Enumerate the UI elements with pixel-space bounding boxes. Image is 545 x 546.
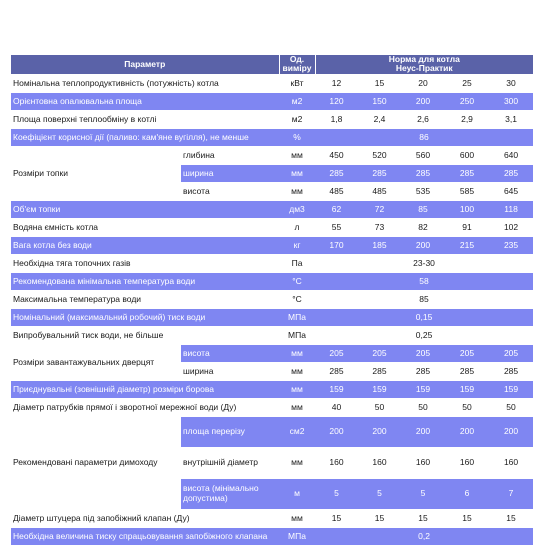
row-value: 6 bbox=[445, 478, 489, 509]
row-value: 5 bbox=[358, 478, 401, 509]
row-value: 205 bbox=[315, 344, 358, 362]
row-value: 520 bbox=[358, 146, 401, 164]
row-unit: МПа bbox=[279, 326, 315, 344]
row-value: 285 bbox=[315, 362, 358, 380]
row-value: 285 bbox=[401, 362, 445, 380]
row-value: 160 bbox=[401, 447, 445, 478]
row-value: 235 bbox=[489, 236, 533, 254]
row-value: 25 bbox=[445, 74, 489, 92]
row-value: 285 bbox=[445, 362, 489, 380]
header-norm-line2: Неус-Практик bbox=[395, 63, 453, 74]
row-value: 3,1 bbox=[489, 110, 533, 128]
row-value: 30 bbox=[489, 74, 533, 92]
table-row bbox=[11, 272, 533, 290]
row-value: 200 bbox=[401, 92, 445, 110]
row-value: 285 bbox=[489, 362, 533, 380]
row-unit: м2 bbox=[279, 110, 315, 128]
row-value: 200 bbox=[401, 416, 445, 447]
row-value: 159 bbox=[489, 380, 533, 398]
row-value: 50 bbox=[358, 398, 401, 416]
table-row bbox=[11, 416, 533, 447]
row-value: 250 bbox=[445, 92, 489, 110]
row-name: Рекомендовані параметри димоходу bbox=[11, 416, 181, 509]
row-unit: дм3 bbox=[279, 200, 315, 218]
row-value: 485 bbox=[315, 182, 358, 200]
row-unit: см2 bbox=[279, 416, 315, 447]
table-row bbox=[11, 92, 533, 110]
row-unit: кг bbox=[279, 236, 315, 254]
header-parameter: Параметр bbox=[11, 55, 279, 74]
row-value: 200 bbox=[358, 416, 401, 447]
row-value-span: 0,25 bbox=[315, 326, 533, 344]
row-value: 200 bbox=[401, 236, 445, 254]
row-value: 12 bbox=[315, 74, 358, 92]
row-value-span: 23-30 bbox=[315, 254, 533, 272]
table-row bbox=[11, 527, 533, 545]
row-sub-label: ширина bbox=[181, 362, 279, 380]
row-value: 159 bbox=[401, 380, 445, 398]
row-value: 535 bbox=[401, 182, 445, 200]
row-unit: мм bbox=[279, 398, 315, 416]
row-value-span: 0,15 bbox=[315, 308, 533, 326]
row-value: 150 bbox=[358, 92, 401, 110]
row-value: 645 bbox=[489, 182, 533, 200]
row-value: 185 bbox=[358, 236, 401, 254]
row-value: 285 bbox=[358, 362, 401, 380]
table-row bbox=[11, 308, 533, 326]
row-value: 285 bbox=[315, 164, 358, 182]
row-name: Розміри топки bbox=[11, 146, 181, 200]
row-unit: мм bbox=[279, 447, 315, 478]
row-value: 170 bbox=[315, 236, 358, 254]
row-name: Водяна ємність котла bbox=[11, 218, 279, 236]
row-value: 5 bbox=[315, 478, 358, 509]
row-sub-label: внутрішній діаметр bbox=[181, 447, 279, 478]
row-unit: мм bbox=[279, 362, 315, 380]
row-name: Випробувальний тиск води, не більше bbox=[11, 326, 279, 344]
table-row bbox=[11, 509, 533, 527]
row-value: 15 bbox=[489, 509, 533, 527]
row-name: Необхідна величина тиску спрацьовування запобіжного клапана bbox=[11, 527, 279, 545]
row-name: Розміри завантажувальних дверцят bbox=[11, 344, 181, 380]
row-value: 73 bbox=[358, 218, 401, 236]
row-value: 72 bbox=[358, 200, 401, 218]
row-value: 50 bbox=[445, 398, 489, 416]
row-value: 160 bbox=[445, 447, 489, 478]
specification-table bbox=[11, 55, 533, 546]
row-value: 285 bbox=[489, 164, 533, 182]
row-value: 15 bbox=[445, 509, 489, 527]
row-value: 205 bbox=[445, 344, 489, 362]
row-value: 40 bbox=[315, 398, 358, 416]
row-value: 7 bbox=[489, 478, 533, 509]
table-row bbox=[11, 326, 533, 344]
row-unit: м bbox=[279, 478, 315, 509]
row-sub-label: висота bbox=[181, 344, 279, 362]
table-row bbox=[11, 200, 533, 218]
row-value: 159 bbox=[445, 380, 489, 398]
row-value: 485 bbox=[358, 182, 401, 200]
table-row bbox=[11, 290, 533, 308]
table-row bbox=[11, 110, 533, 128]
row-sub-label: висота (мінімально допустима) bbox=[181, 478, 279, 509]
table-row bbox=[11, 128, 533, 146]
row-value: 100 bbox=[445, 200, 489, 218]
row-value: 82 bbox=[401, 218, 445, 236]
row-value: 285 bbox=[445, 164, 489, 182]
row-value: 285 bbox=[358, 164, 401, 182]
row-value: 285 bbox=[401, 164, 445, 182]
row-value: 62 bbox=[315, 200, 358, 218]
row-value: 205 bbox=[358, 344, 401, 362]
row-name: Рекомендована мінімальна температура води bbox=[11, 272, 279, 290]
row-value: 215 bbox=[445, 236, 489, 254]
row-unit: % bbox=[279, 128, 315, 146]
row-value-span: 86 bbox=[315, 128, 533, 146]
row-value: 640 bbox=[489, 146, 533, 164]
row-value: 159 bbox=[315, 380, 358, 398]
row-name: Номінальна теплопродуктивність (потужність) котла bbox=[11, 74, 279, 92]
row-unit: л bbox=[279, 218, 315, 236]
table-row bbox=[11, 236, 533, 254]
row-name: Діаметр патрубків прямої і зворотної мережної води (Ду) bbox=[11, 398, 279, 416]
row-unit: м2 bbox=[279, 92, 315, 110]
row-unit: кВт bbox=[279, 74, 315, 92]
row-value: 200 bbox=[315, 416, 358, 447]
row-value: 2,4 bbox=[358, 110, 401, 128]
row-value-span: 85 bbox=[315, 290, 533, 308]
row-name: Площа поверхні теплообміну в котлі bbox=[11, 110, 279, 128]
row-value: 15 bbox=[358, 74, 401, 92]
row-value: 205 bbox=[489, 344, 533, 362]
row-value: 118 bbox=[489, 200, 533, 218]
row-value: 2,9 bbox=[445, 110, 489, 128]
header-unit: Од. виміру bbox=[279, 55, 315, 74]
row-value: 585 bbox=[445, 182, 489, 200]
row-unit: мм bbox=[279, 146, 315, 164]
row-value: 300 bbox=[489, 92, 533, 110]
row-value: 20 bbox=[401, 74, 445, 92]
row-value: 160 bbox=[315, 447, 358, 478]
row-unit: Па bbox=[279, 254, 315, 272]
row-name: Коефіцієнт корисної дії (паливо: кам'яне вугілля), не менше bbox=[11, 128, 279, 146]
row-value: 15 bbox=[358, 509, 401, 527]
row-unit: мм bbox=[279, 182, 315, 200]
row-value: 50 bbox=[489, 398, 533, 416]
row-value: 120 bbox=[315, 92, 358, 110]
row-unit: °С bbox=[279, 272, 315, 290]
row-unit: мм bbox=[279, 164, 315, 182]
row-name: Приєднувальні (зовнішній діаметр) розміри борова bbox=[11, 380, 279, 398]
table-row bbox=[11, 74, 533, 92]
row-name: Об'єм топки bbox=[11, 200, 279, 218]
row-value-span: 58 bbox=[315, 272, 533, 290]
row-name: Максимальна температура води bbox=[11, 290, 279, 308]
table-row bbox=[11, 254, 533, 272]
table-row bbox=[11, 398, 533, 416]
row-unit: МПа bbox=[279, 308, 315, 326]
row-value: 50 bbox=[401, 398, 445, 416]
row-value: 205 bbox=[401, 344, 445, 362]
row-unit: °С bbox=[279, 290, 315, 308]
row-sub-label: ширина bbox=[181, 164, 279, 182]
row-unit: мм bbox=[279, 344, 315, 362]
table-row bbox=[11, 344, 533, 362]
row-unit: МПа bbox=[279, 527, 315, 545]
row-value: 91 bbox=[445, 218, 489, 236]
row-value: 15 bbox=[315, 509, 358, 527]
row-value: 450 bbox=[315, 146, 358, 164]
row-name: Необхідна тяга топочних газів bbox=[11, 254, 279, 272]
row-value: 200 bbox=[445, 416, 489, 447]
row-value: 160 bbox=[358, 447, 401, 478]
header-row bbox=[11, 55, 533, 74]
row-value: 102 bbox=[489, 218, 533, 236]
table-row bbox=[11, 218, 533, 236]
row-sub-label: глибина bbox=[181, 146, 279, 164]
row-value: 160 bbox=[489, 447, 533, 478]
row-value: 55 bbox=[315, 218, 358, 236]
row-value: 159 bbox=[358, 380, 401, 398]
table-row bbox=[11, 380, 533, 398]
header-norm bbox=[315, 55, 533, 74]
row-name: Номінальний (максимальний робочий) тиск води bbox=[11, 308, 279, 326]
row-sub-label: висота bbox=[181, 182, 279, 200]
row-value: 15 bbox=[401, 509, 445, 527]
row-name: Орієнтовна опалювальна площа bbox=[11, 92, 279, 110]
table-row bbox=[11, 146, 533, 164]
row-value: 600 bbox=[445, 146, 489, 164]
row-value: 200 bbox=[489, 416, 533, 447]
row-name: Діаметр штуцера під запобіжний клапан (Ду) bbox=[11, 509, 279, 527]
row-value: 560 bbox=[401, 146, 445, 164]
row-value: 2,6 bbox=[401, 110, 445, 128]
row-unit: мм bbox=[279, 509, 315, 527]
row-value-span: 0,2 bbox=[315, 527, 533, 545]
row-value: 5 bbox=[401, 478, 445, 509]
row-value: 1,8 bbox=[315, 110, 358, 128]
row-unit: мм bbox=[279, 380, 315, 398]
header-norm-line1: Норма для котла bbox=[388, 54, 460, 64]
row-sub-label: площа перерізу bbox=[181, 416, 279, 447]
row-value: 85 bbox=[401, 200, 445, 218]
row-name: Вага котла без води bbox=[11, 236, 279, 254]
